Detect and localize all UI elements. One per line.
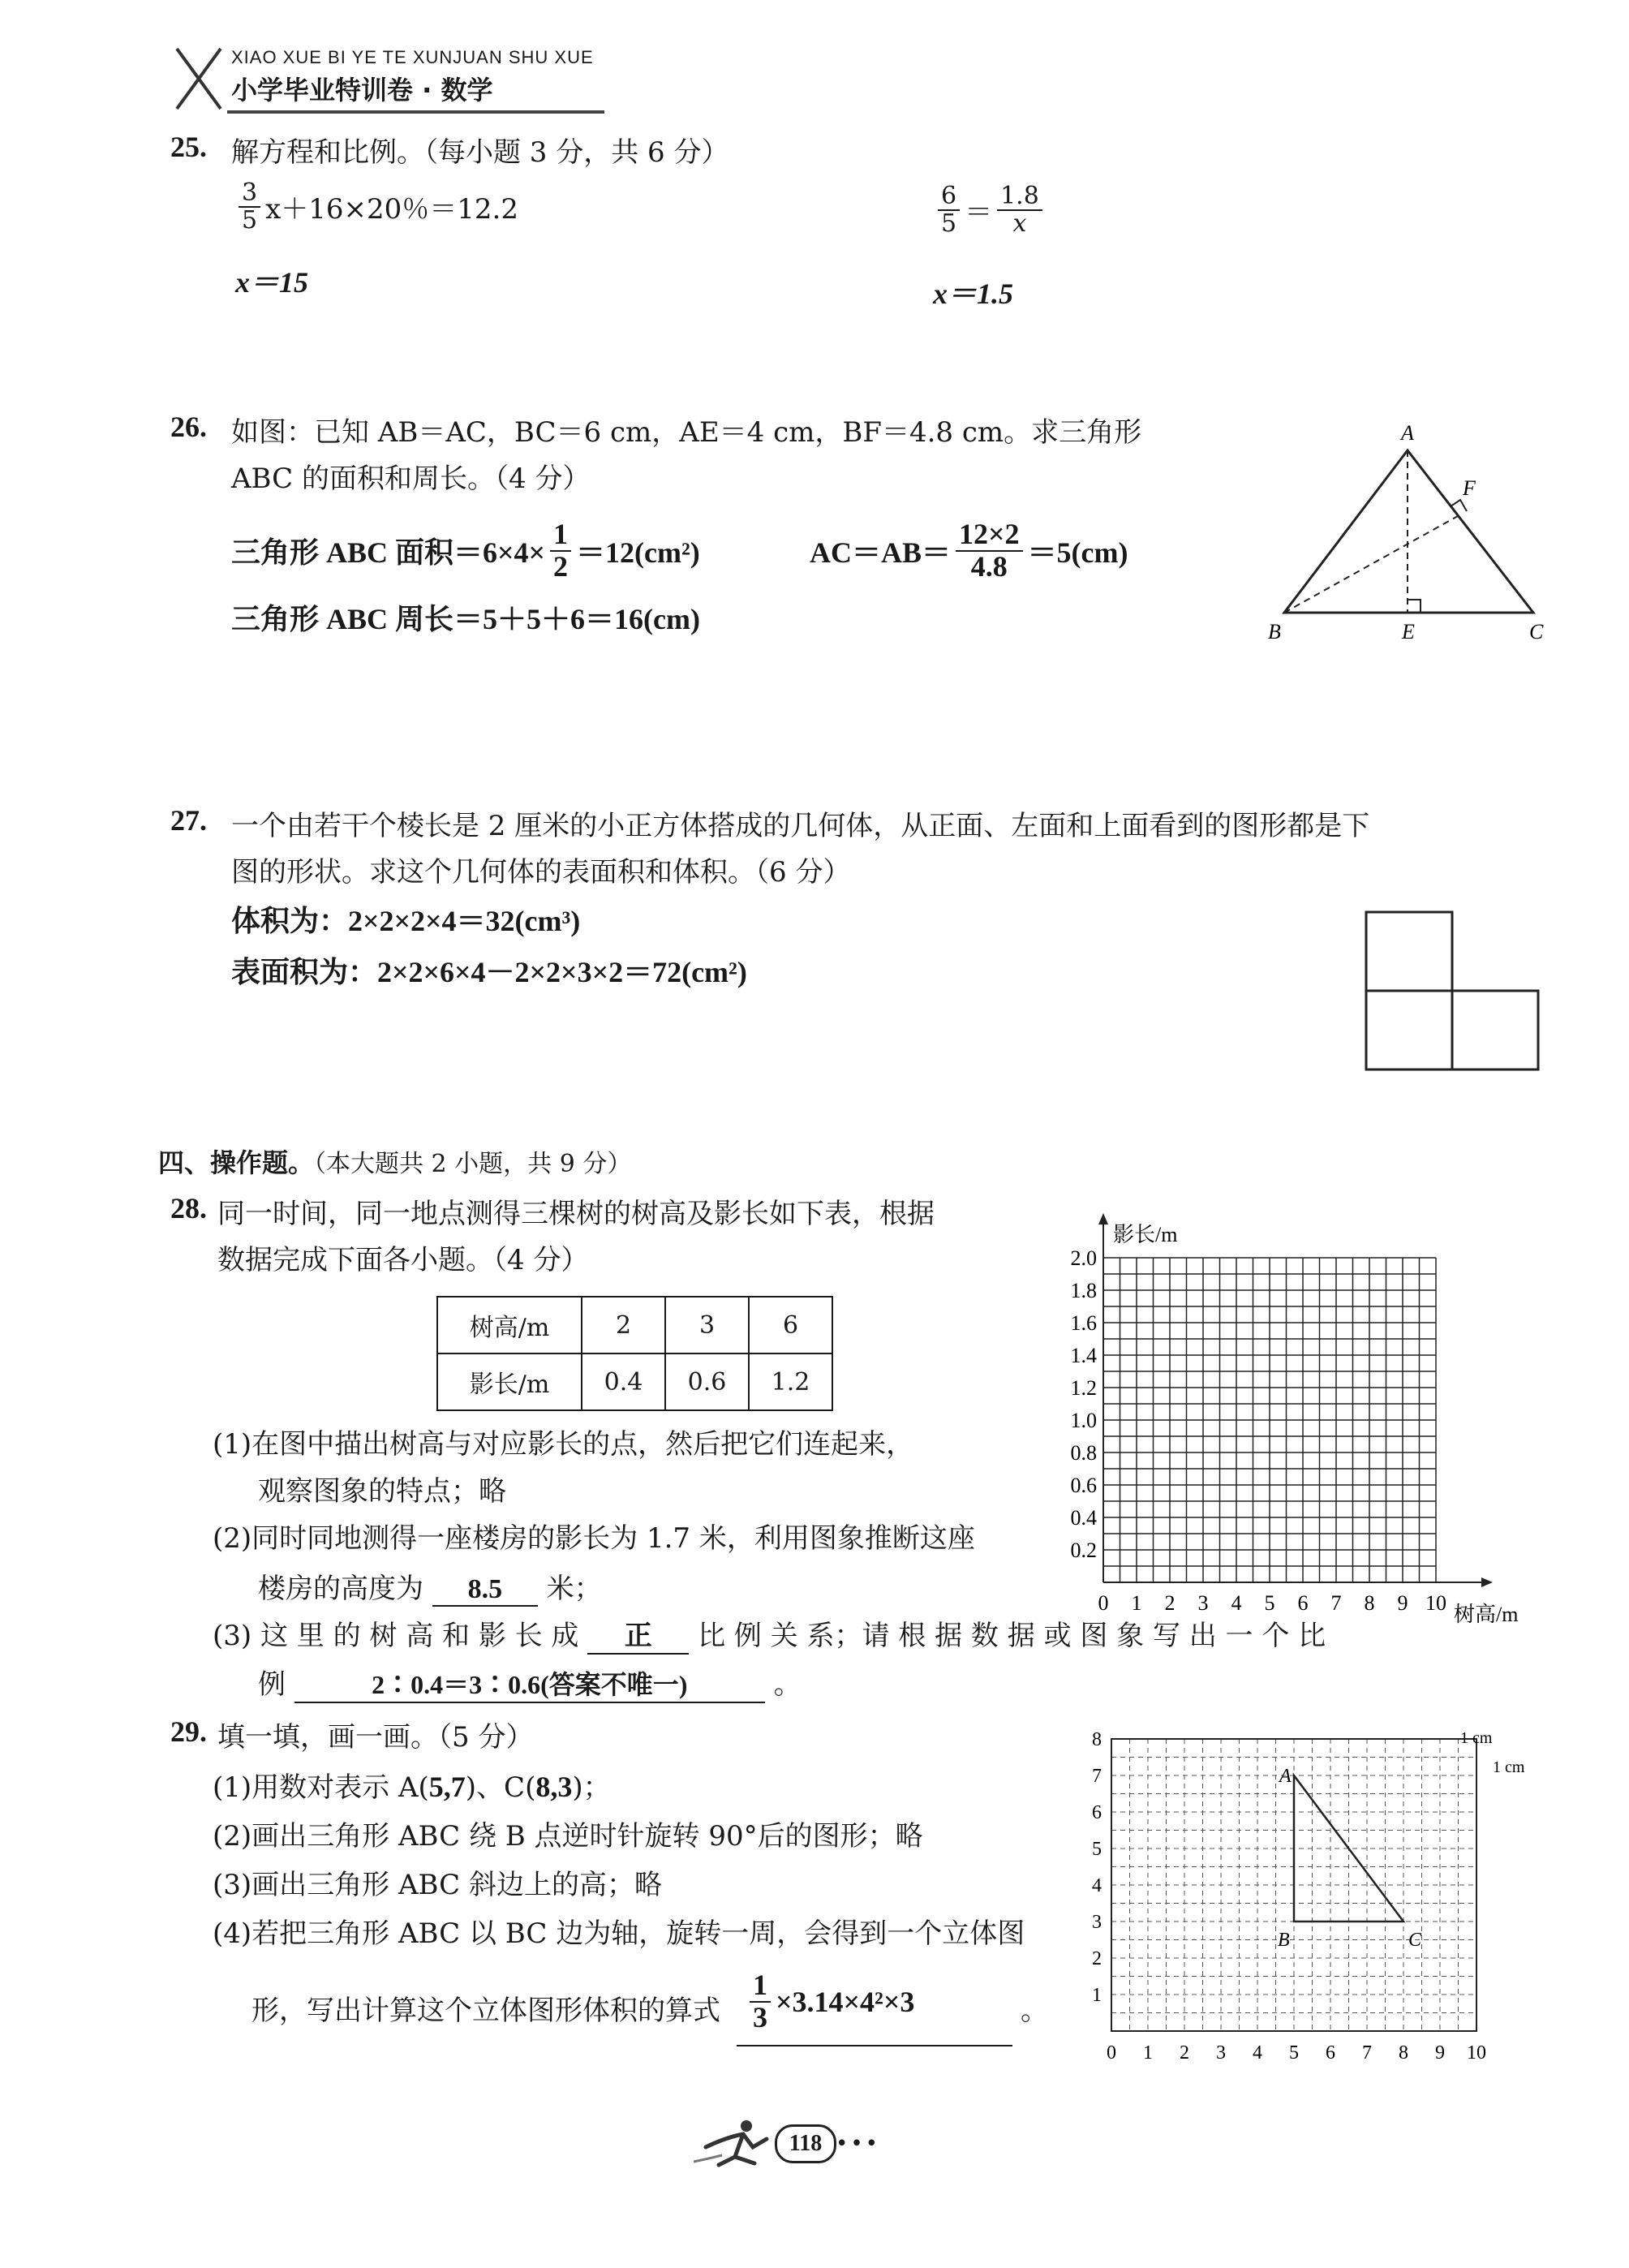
y-tick-label: 1.8 — [1070, 1279, 1097, 1302]
q28-number: 28. — [170, 1192, 207, 1224]
x-tick-label: 8 — [1364, 1591, 1375, 1615]
point-label-c: C — [1408, 1930, 1422, 1951]
q27-surface-answer: 表面积为：2×2×6×4－2×2×3×2＝72(cm²) — [231, 956, 747, 988]
q28-part-1-line-2: 观察图象的特点；略 — [258, 1475, 506, 1508]
q27-line-2: 图的形状。求这个几何体的表面积和体积。（6 分） — [231, 856, 851, 889]
q25-answer-2: x＝1.5 — [933, 278, 1014, 310]
q28-line-2: 数据完成下面各小题。（4 分） — [217, 1244, 589, 1276]
q28-grid-chart — [1055, 1193, 1541, 1647]
q26-line-1: 如图：已知 AB＝AC，BC＝6 cm，AE＝4 cm，BF＝4.8 cm。求三角形 — [231, 416, 1142, 449]
unit-label-1: 1 cm — [1460, 1729, 1493, 1747]
x-tick-label: 8 — [1399, 2042, 1408, 2064]
x-tick-label: 4 — [1253, 2042, 1262, 2064]
y-tick-label: 6 — [1092, 1802, 1102, 1823]
label-f: F — [1463, 476, 1476, 500]
right-angle-e — [1408, 600, 1421, 613]
q25-text: 解方程和比例。（每小题 3 分，共 6 分） — [231, 136, 729, 169]
y-tick-label: 3 — [1092, 1912, 1102, 1933]
q28-part-2-line-2: 楼房的高度为 8.5 米； — [258, 1573, 602, 1605]
table-row: 影长/m 0.4 0.6 1.2 — [437, 1353, 832, 1410]
x-tick-label: 7 — [1362, 2042, 1372, 2064]
x-tick-label: 5 — [1264, 1591, 1275, 1615]
x-axis-label: 树高/m — [1454, 1603, 1519, 1626]
point-label-a: A — [1279, 1766, 1292, 1787]
q29-point-a-answer: 5,7 — [428, 1771, 466, 1803]
q27-line-1: 一个由若干个棱长是 2 厘米的小正方体搭成的几何体，从正面、左面和上面看到的图形都是下 — [231, 810, 1370, 842]
q29-part-2: (2)画出三角形 ABC 绕 B 点逆时针旋转 90°后的图形；略 — [213, 1820, 923, 1853]
y-tick-label: 7 — [1092, 1766, 1102, 1787]
q27-volume-answer: 体积为：2×2×2×4＝32(cm³) — [231, 905, 581, 937]
x-tick-label: 1 — [1131, 1591, 1142, 1615]
q28-line-1: 同一时间，同一地点测得三棵树的树高及影长如下表，根据 — [217, 1198, 935, 1230]
header-title: 小学毕业特训卷 · 数学 — [231, 75, 493, 105]
q29-volume-formula-answer: $\frac{1}{3}$ ×3.14×4²×3 — [737, 1970, 1012, 2046]
q26-triangle-figure — [1253, 414, 1562, 657]
x-tick-label: 10 — [1425, 1591, 1446, 1615]
y-tick-label: 0.2 — [1070, 1539, 1097, 1562]
y-tick-label: 2 — [1092, 1948, 1102, 1969]
q25-answer-1: x＝15 — [235, 266, 309, 299]
y-tick-label: 1.6 — [1070, 1311, 1097, 1335]
q28-part-1-line-1: (1)在图中描出树高与对应影长的点，然后把它们连起来， — [213, 1428, 914, 1461]
y-tick-label: 1.2 — [1070, 1376, 1097, 1400]
x-tick-label: 3 — [1216, 2042, 1226, 2064]
x-tick-label: 6 — [1326, 2042, 1335, 2064]
label-a: A — [1401, 421, 1414, 445]
q28-example-answer: 2∶0.4＝3∶0.6(答案不唯一) — [294, 1664, 765, 1703]
header-logo-icon — [170, 42, 227, 115]
q29-number: 29. — [170, 1715, 207, 1748]
height-bf — [1284, 516, 1458, 613]
x-tick-label: 9 — [1435, 2042, 1445, 2064]
q29-coordinate-grid — [1079, 1719, 1566, 2092]
x-tick-label: 1 — [1143, 2042, 1153, 2064]
q29-part-3: (3)画出三角形 ABC 斜边上的高；略 — [213, 1869, 662, 1901]
label-b: B — [1268, 620, 1281, 643]
table-row: 树高/m 2 3 6 — [437, 1297, 832, 1353]
y-axis-arrow — [1098, 1213, 1108, 1224]
page-number-dots: ••• — [836, 2132, 881, 2156]
q26-perimeter-answer: 三角形 ABC 周长＝5＋5＋6＝16(cm) — [231, 603, 700, 635]
label-e: E — [1402, 620, 1415, 643]
q28-data-table — [436, 1296, 833, 1411]
q29-text: 填一填，画一画。（5 分） — [217, 1721, 534, 1754]
header-underline — [227, 110, 604, 114]
q26-line-2: ABC 的面积和周长。（4 分） — [231, 463, 591, 495]
q29-part-4-line-1: (4)若把三角形 ABC 以 BC 边为轴，旋转一周，会得到一个立体图 — [213, 1917, 1025, 1950]
point-label-b: B — [1278, 1930, 1290, 1951]
x-tick-label: 2 — [1164, 1591, 1176, 1615]
section-4-heading: 四、操作题。（本大题共 2 小题，共 9 分） — [158, 1147, 632, 1178]
q26-number: 26. — [170, 411, 207, 443]
y-axis-label: 影长/m — [1113, 1223, 1178, 1246]
y-tick-label: 4 — [1092, 1875, 1102, 1896]
x-tick-label: 10 — [1467, 2042, 1486, 2064]
q28-proportion-answer: 正 — [587, 1613, 689, 1655]
triangle-abc — [1284, 450, 1533, 613]
q25-number: 25. — [170, 131, 207, 163]
unit-label-2: 1 cm — [1493, 1758, 1525, 1776]
y-tick-label: 8 — [1092, 1729, 1102, 1750]
y-tick-label: 0.4 — [1070, 1506, 1097, 1530]
y-tick-label: 0.8 — [1070, 1441, 1097, 1465]
q26-area-answer: 三角形 ABC 面积＝6×4× $\frac{1}{2}$ ＝12(cm²) — [231, 518, 700, 583]
x-tick-label: 4 — [1231, 1591, 1242, 1615]
label-c: C — [1529, 620, 1544, 643]
x-tick-label: 5 — [1289, 2042, 1299, 2064]
q29-point-c-answer: 8,3 — [535, 1771, 573, 1803]
x-tick-label: 0 — [1107, 2042, 1116, 2064]
y-tick-label: 1.4 — [1070, 1344, 1097, 1367]
runner-logo-icon — [690, 2115, 779, 2171]
q27-number: 27. — [170, 804, 207, 837]
y-tick-label: 1.0 — [1070, 1409, 1097, 1432]
y-tick-label: 2.0 — [1070, 1246, 1097, 1270]
x-tick-label: 9 — [1397, 1591, 1408, 1615]
y-tick-label: 5 — [1092, 1839, 1102, 1860]
y-tick-label: 1 — [1092, 1985, 1102, 2006]
q27-view-figure — [1363, 909, 1541, 1075]
q28-part-3-line-2: 例 2∶0.4＝3∶0.6(答案不唯一) 。 — [258, 1662, 802, 1703]
q25-equation-1: $\frac{3}{5}$ x＋16×20％＝12.2 — [234, 180, 518, 233]
q29-part-1: (1)用数对表示 A(5,7)、C(8,3)； — [213, 1771, 611, 1804]
page-number: 118 — [775, 2124, 836, 2163]
header-pinyin: XIAO XUE BI YE TE XUNJUAN SHU XUE — [231, 47, 594, 67]
x-tick-label: 0 — [1098, 1591, 1109, 1615]
q28-part-2-line-1: (2)同时同地测得一座楼房的影长为 1.7 米，利用图象推断这座 — [213, 1522, 975, 1555]
y-tick-label: 0.6 — [1070, 1474, 1097, 1497]
x-tick-label: 2 — [1180, 2042, 1189, 2064]
q28-height-answer: 8.5 — [432, 1574, 538, 1607]
q26-side-answer: AC＝AB＝ $\frac{12\times 2}{4.8}$ ＝5(cm) — [810, 518, 1128, 583]
x-tick-label: 3 — [1197, 1591, 1209, 1615]
q28-part-3-line-1: (3) 这 里 的 树 高 和 影 长 成 正 比 例 关 系；请 根 据 数 据 或 图 象 写 出 一 个 比 — [213, 1613, 1326, 1655]
q29-part-4-line-2: 形，写出计算这个立体图形体积的算式 $\frac{1}{3}$ ×3.14×4²×3 。 — [251, 1970, 1048, 2046]
x-tick-label: 7 — [1330, 1591, 1342, 1615]
x-axis-arrow — [1481, 1577, 1493, 1587]
x-tick-label: 6 — [1297, 1591, 1309, 1615]
q25-equation-2: $\frac{6}{5}$ ＝ $\frac{1.8}{x}$ — [933, 183, 1047, 236]
